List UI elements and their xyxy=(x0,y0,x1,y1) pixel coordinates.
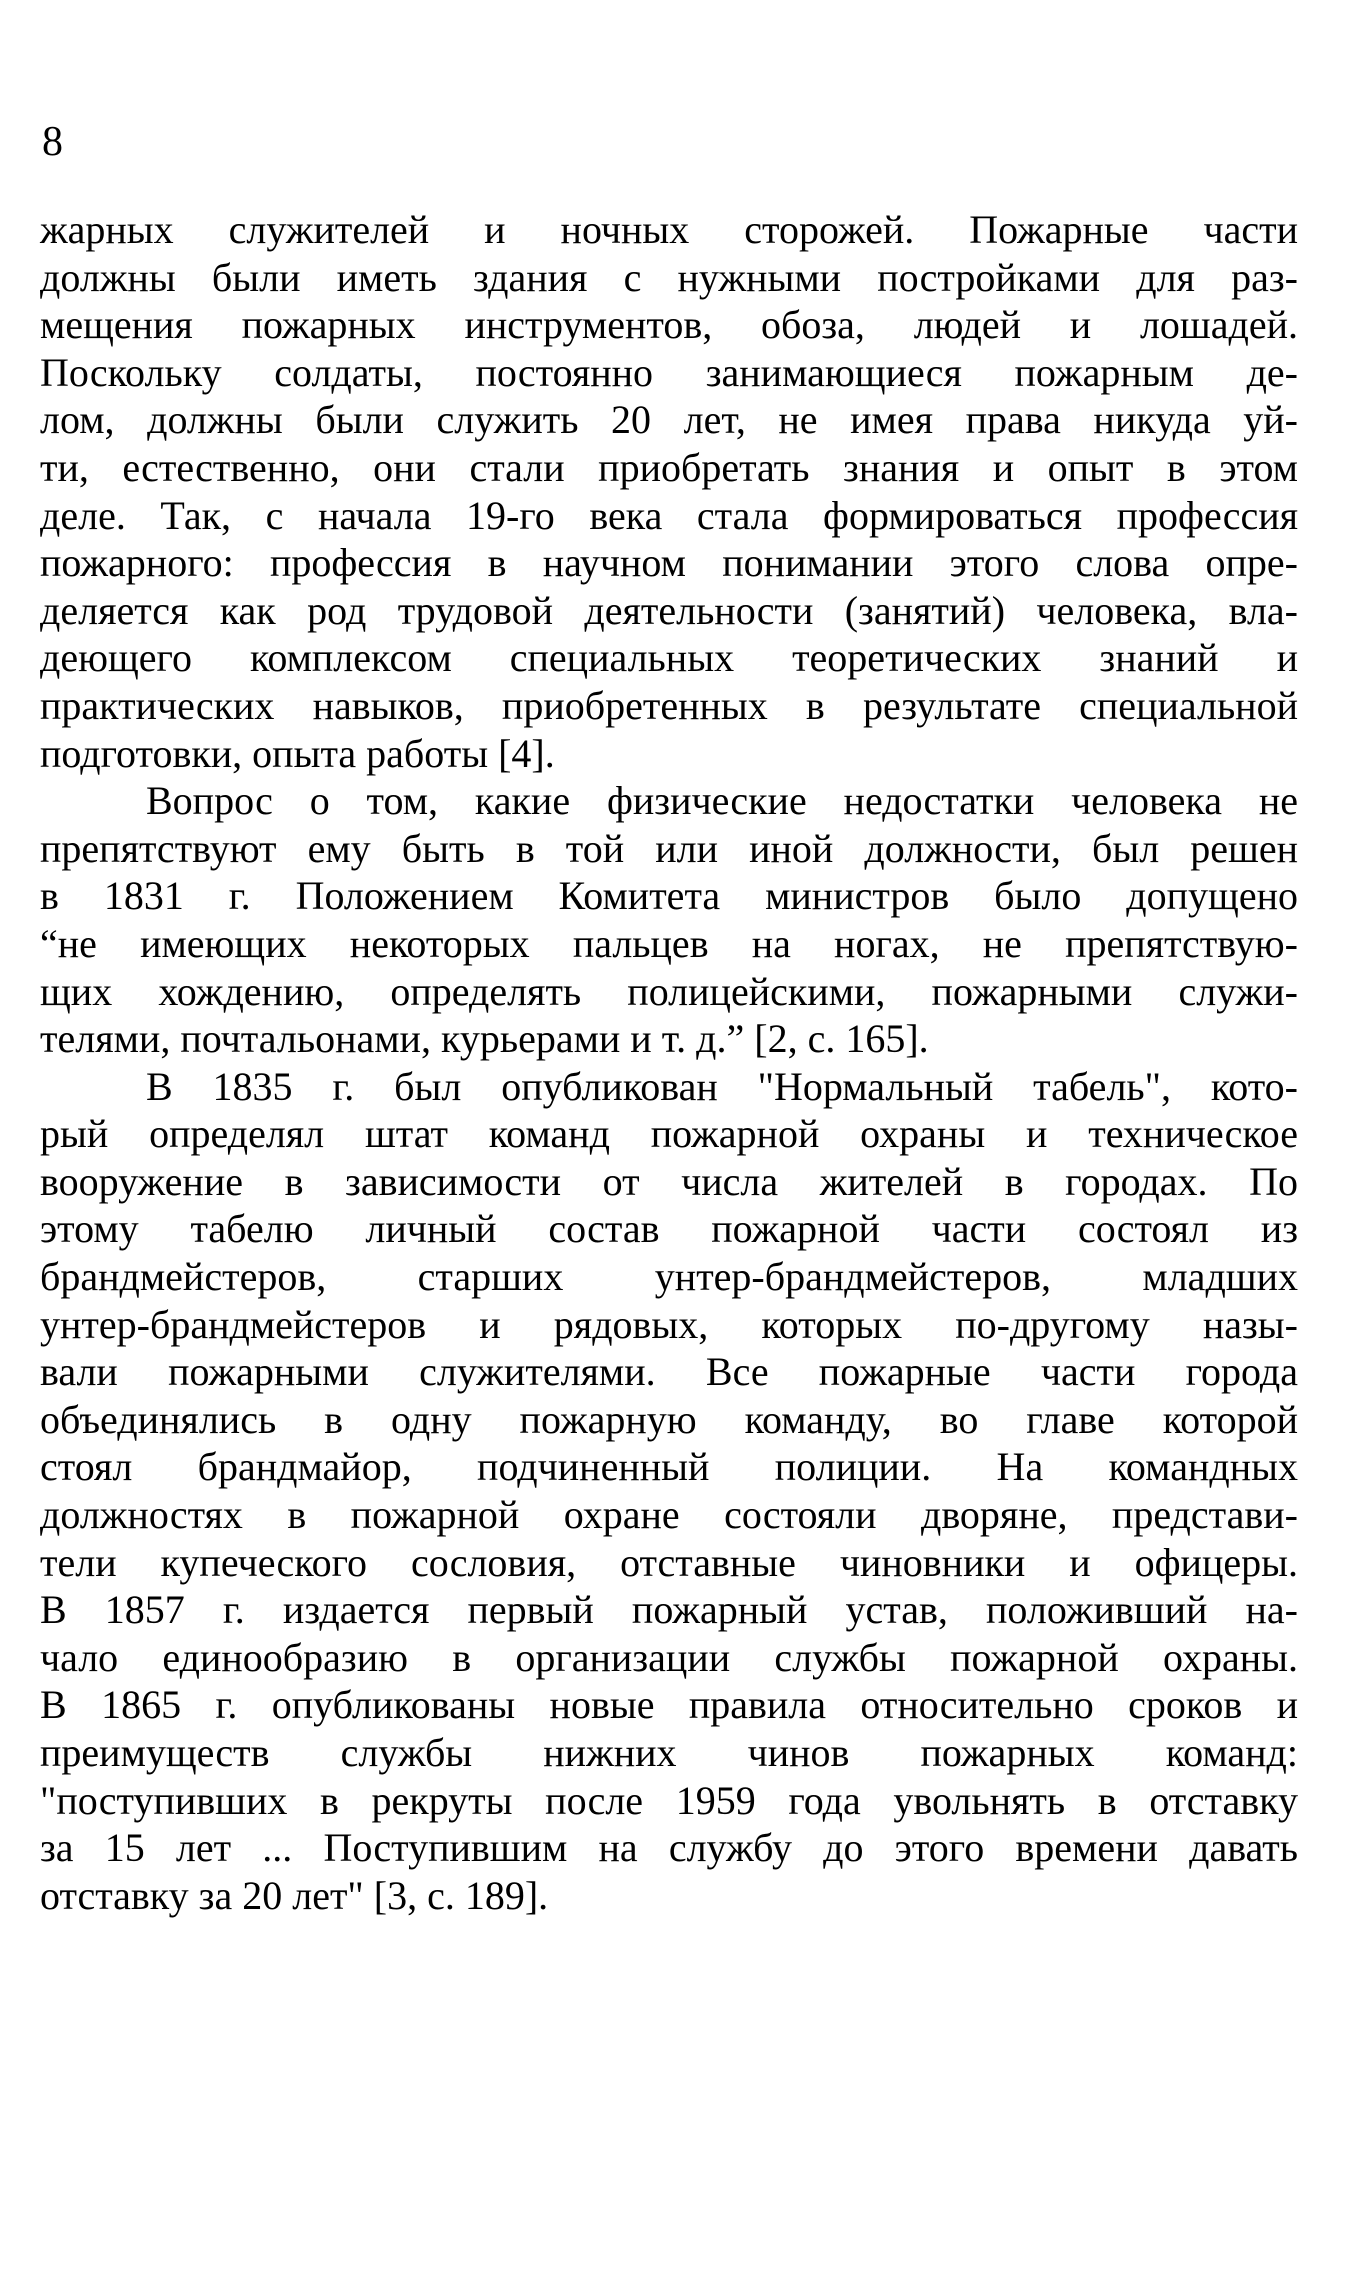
text-line: тели купеческого сословия, отставные чиновники и офицеры. xyxy=(40,1539,1298,1585)
text-line: ти, естественно, они стали приобретать знания и опыт в этом xyxy=(40,444,1298,490)
text-line: практических навыков, приобретенных в результате специальной xyxy=(40,682,1298,728)
text-line: рый определял штат команд пожарной охраны и техническое xyxy=(40,1111,1298,1157)
text-line: вали пожарными служителями. Все пожарные части города xyxy=(40,1349,1298,1395)
text-line: В 1835 г. был опубликован "Нормальный табель", кото- xyxy=(146,1063,1298,1109)
paragraph xyxy=(40,1063,1298,1920)
text-line: препятствуют ему быть в той или иной должности, был решен xyxy=(40,825,1298,871)
text-line: должностях в пожарной охране состояли дворяне, представи- xyxy=(40,1492,1298,1538)
paragraph xyxy=(40,777,1298,1063)
text-line: Поскольку солдаты, постоянно занимающиеся пожарным де- xyxy=(40,349,1298,395)
text-line: в 1831 г. Положением Комитета министров было допущено xyxy=(40,873,1298,919)
text-line: лом, должны были служить 20 лет, не имея права никуда уй- xyxy=(40,397,1298,443)
text-line: “не имеющих некоторых пальцев на ногах, не препятствую- xyxy=(40,920,1298,966)
text-line: пожарного: профессия в научном понимании этого слова опре- xyxy=(40,540,1298,586)
text-line: деляется как род трудовой деятельности (занятий) человека, вла- xyxy=(40,587,1298,633)
text-line: объединялись в одну пожарную команду, во главе которой xyxy=(40,1396,1298,1442)
text-line: "поступивших в рекруты после 1959 года увольнять в отставку xyxy=(40,1777,1298,1823)
text-line: деющего комплексом специальных теоретических знаний и xyxy=(40,635,1298,681)
text-line: отставку за 20 лет" [3, с. 189]. xyxy=(40,1872,549,1918)
text-line: брандмейстеров, старших унтер-брандмейстеров, младших xyxy=(40,1254,1298,1300)
text-line: преимуществ службы нижних чинов пожарных команд: xyxy=(40,1730,1298,1775)
text-line: вооружение в зависимости от числа жителей в городах. По xyxy=(40,1158,1298,1204)
text-line: деле. Так, с начала 19-го века стала формироваться профессия xyxy=(40,492,1298,538)
text-line: В 1865 г. опубликованы новые правила относительно сроков и xyxy=(40,1682,1298,1728)
text-line: стоял брандмайор, подчиненный полиции. На командных xyxy=(40,1444,1298,1490)
text-line: жарных служителей и ночных сторожей. Пожарные части xyxy=(40,207,1298,252)
text-line: телями, почтальонами, курьерами и т. д.” [2, с. 165]. xyxy=(40,1016,929,1062)
page-number: 8 xyxy=(42,119,63,165)
text-line: щих хождению, определять полицейскими, пожарными служи- xyxy=(40,968,1298,1014)
text-line: за 15 лет ... Поступившим на службу до этого времени давать xyxy=(40,1825,1298,1871)
text-line: этому табелю личный состав пожарной части состоял из xyxy=(40,1206,1298,1252)
text-line: унтер-брандмейстеров и рядовых, которых по-другому назы- xyxy=(40,1301,1298,1347)
text-line: подготовки, опыта работы [4]. xyxy=(40,730,555,776)
text-line: Вопрос о том, какие физические недостатки человека не xyxy=(146,778,1298,824)
text-line: мещения пожарных инструментов, обоза, людей и лошадей. xyxy=(40,302,1298,348)
paragraph xyxy=(40,206,1298,777)
text-line: должны были иметь здания с нужными постройками для раз- xyxy=(40,254,1298,300)
text-line: чало единообразию в организации службы пожарной охраны. xyxy=(40,1634,1298,1680)
body-text xyxy=(40,206,1298,1919)
text-line: В 1857 г. издается первый пожарный устав, положивший на- xyxy=(40,1587,1298,1633)
